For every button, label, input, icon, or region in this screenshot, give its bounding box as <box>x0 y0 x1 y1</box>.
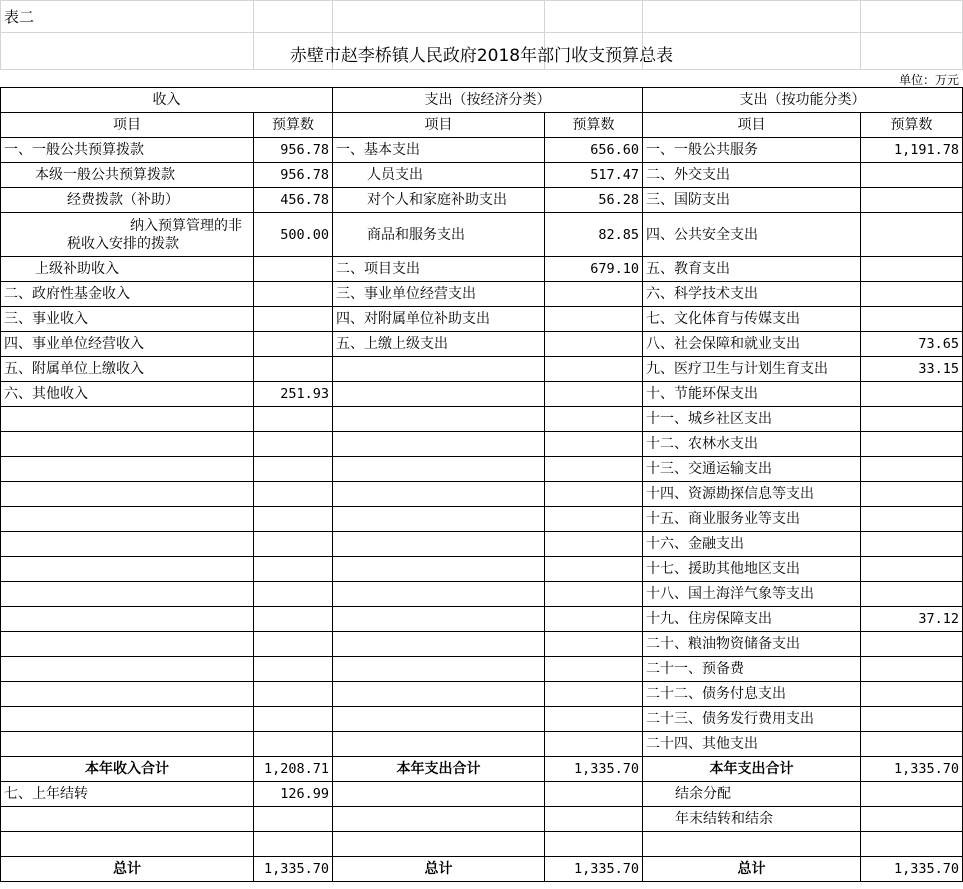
table-row <box>1 682 963 707</box>
econ-amount <box>545 532 643 557</box>
func-item: 十九、住房保障支出 <box>643 607 861 632</box>
econ-item <box>333 682 545 707</box>
econ-item: 商品和服务支出 <box>333 213 545 257</box>
surplus-label: 结余分配 <box>643 782 861 807</box>
income-total-value: 1,208.71 <box>254 757 333 782</box>
func-item: 三、国防支出 <box>643 188 861 213</box>
income-amount <box>254 707 333 732</box>
income-item: 六、其他收入 <box>1 382 254 407</box>
col-item: 项目 <box>1 113 254 138</box>
econ-amount <box>545 407 643 432</box>
col-item: 项目 <box>333 113 545 138</box>
income-item <box>1 582 254 607</box>
income-amount <box>254 432 333 457</box>
table-row <box>1 507 963 532</box>
income-amount <box>254 657 333 682</box>
income-amount <box>254 632 333 657</box>
econ-amount <box>545 282 643 307</box>
econ-amount <box>545 607 643 632</box>
income-amount <box>254 357 333 382</box>
income-item <box>1 407 254 432</box>
func-item: 一、一般公共服务 <box>643 138 861 163</box>
table-row <box>1 657 963 682</box>
econ-item <box>333 657 545 682</box>
table-row <box>1 188 963 213</box>
grand-income-label: 总计 <box>1 857 254 882</box>
func-amount <box>861 432 963 457</box>
func-item: 二十一、预备费 <box>643 657 861 682</box>
unit-label: 单位：万元 <box>898 73 959 87</box>
carry-value: 126.99 <box>254 782 333 807</box>
econ-amount <box>545 382 643 407</box>
income-amount: 456.78 <box>254 188 333 213</box>
func-item: 四、公共安全支出 <box>643 213 861 257</box>
econ-amount <box>545 357 643 382</box>
table-row <box>1 532 963 557</box>
income-item <box>1 482 254 507</box>
table-row <box>1 432 963 457</box>
income-item <box>1 607 254 632</box>
econ-item <box>333 382 545 407</box>
func-amount <box>861 582 963 607</box>
income-amount <box>254 257 333 282</box>
econ-amount: 679.10 <box>545 257 643 282</box>
table-row <box>1 332 963 357</box>
budget-table <box>0 87 963 882</box>
econ-item: 三、事业单位经营支出 <box>333 282 545 307</box>
func-item: 十四、资源勘探信息等支出 <box>643 482 861 507</box>
income-amount <box>254 582 333 607</box>
func-item: 二、外交支出 <box>643 163 861 188</box>
income-item: 四、事业单位经营收入 <box>1 332 254 357</box>
carry-label: 七、上年结转 <box>1 782 254 807</box>
econ-total-label: 本年支出合计 <box>333 757 545 782</box>
table-row <box>1 557 963 582</box>
section-header-row <box>1 88 963 113</box>
func-item: 二十、粮油物资储备支出 <box>643 632 861 657</box>
table-row <box>1 407 963 432</box>
econ-item <box>333 607 545 632</box>
func-total-value: 1,335.70 <box>861 757 963 782</box>
income-amount <box>254 482 333 507</box>
func-amount <box>861 257 963 282</box>
income-amount: 251.93 <box>254 382 333 407</box>
income-amount <box>254 607 333 632</box>
col-item: 项目 <box>643 113 861 138</box>
income-item <box>1 507 254 532</box>
econ-amount <box>545 732 643 757</box>
grand-income-value: 1,335.70 <box>254 857 333 882</box>
func-amount: 37.12 <box>861 607 963 632</box>
table-row <box>1 632 963 657</box>
econ-item <box>333 732 545 757</box>
econ-amount: 56.28 <box>545 188 643 213</box>
func-amount <box>861 163 963 188</box>
func-amount <box>861 407 963 432</box>
income-item: 五、附属单位上缴收入 <box>1 357 254 382</box>
income-amount <box>254 532 333 557</box>
econ-item <box>333 557 545 582</box>
func-item: 二十二、债务付息支出 <box>643 682 861 707</box>
econ-amount <box>545 632 643 657</box>
econ-amount: 82.85 <box>545 213 643 257</box>
col-amount: 预算数 <box>861 113 963 138</box>
econ-amount <box>545 507 643 532</box>
func-item: 十二、农林水支出 <box>643 432 861 457</box>
func-item: 五、教育支出 <box>643 257 861 282</box>
grand-total-row <box>1 857 963 882</box>
income-item: 经费拨款（补助） <box>1 188 254 213</box>
econ-item: 对个人和家庭补助支出 <box>333 188 545 213</box>
table-row <box>1 732 963 757</box>
table-row <box>1 213 963 257</box>
econ-item <box>333 507 545 532</box>
income-amount: 956.78 <box>254 163 333 188</box>
econ-item: 人员支出 <box>333 163 545 188</box>
func-item: 二十三、债务发行费用支出 <box>643 707 861 732</box>
func-amount: 1,191.78 <box>861 138 963 163</box>
econ-item: 五、上缴上级支出 <box>333 332 545 357</box>
econ-amount <box>545 332 643 357</box>
econ-amount <box>545 657 643 682</box>
income-item <box>1 707 254 732</box>
econ-item <box>333 482 545 507</box>
table-number-label: 表二 <box>4 8 35 26</box>
func-item: 十一、城乡社区支出 <box>643 407 861 432</box>
grand-econ-value: 1,335.70 <box>545 857 643 882</box>
grand-econ-label: 总计 <box>333 857 545 882</box>
income-item: 上级补助收入 <box>1 257 254 282</box>
column-header-row <box>1 113 963 138</box>
table-row <box>1 138 963 163</box>
func-item: 十五、商业服务业等支出 <box>643 507 861 532</box>
func-amount <box>861 282 963 307</box>
income-item: 纳入预算管理的非税收入安排的拨款 <box>1 213 254 257</box>
year-end-label: 年末结转和结余 <box>643 807 861 832</box>
col-amount: 预算数 <box>254 113 333 138</box>
func-amount <box>861 732 963 757</box>
func-item: 八、社会保障和就业支出 <box>643 332 861 357</box>
section-expense-functional: 支出（按功能分类） <box>643 88 963 113</box>
econ-item <box>333 632 545 657</box>
income-amount <box>254 307 333 332</box>
subtotal-row <box>1 757 963 782</box>
table-row <box>1 382 963 407</box>
func-item: 六、科学技术支出 <box>643 282 861 307</box>
income-item <box>1 657 254 682</box>
func-item: 十、节能环保支出 <box>643 382 861 407</box>
func-amount <box>861 632 963 657</box>
table-row <box>1 607 963 632</box>
carry-row <box>1 782 963 807</box>
econ-amount <box>545 482 643 507</box>
income-item <box>1 632 254 657</box>
table-row <box>1 582 963 607</box>
page-title: 赤壁市赵李桥镇人民政府2018年部门收支预算总表 <box>289 46 674 66</box>
func-amount <box>861 307 963 332</box>
income-amount <box>254 332 333 357</box>
func-item: 七、文化体育与传媒支出 <box>643 307 861 332</box>
econ-item <box>333 582 545 607</box>
year-end-row <box>1 807 963 832</box>
func-amount <box>861 707 963 732</box>
income-item: 三、事业收入 <box>1 307 254 332</box>
econ-amount <box>545 432 643 457</box>
income-amount: 500.00 <box>254 213 333 257</box>
table-row <box>1 163 963 188</box>
econ-total-value: 1,335.70 <box>545 757 643 782</box>
func-amount <box>861 188 963 213</box>
grand-func-value: 1,335.70 <box>861 857 963 882</box>
func-item: 十八、国土海洋气象等支出 <box>643 582 861 607</box>
func-amount <box>861 213 963 257</box>
econ-amount <box>545 457 643 482</box>
econ-item <box>333 532 545 557</box>
econ-item: 一、基本支出 <box>333 138 545 163</box>
income-item: 本级一般公共预算拨款 <box>1 163 254 188</box>
econ-amount <box>545 682 643 707</box>
income-item: 一、一般公共预算拨款 <box>1 138 254 163</box>
income-amount <box>254 282 333 307</box>
table-row <box>1 457 963 482</box>
income-amount: 956.78 <box>254 138 333 163</box>
econ-amount <box>545 307 643 332</box>
func-amount <box>861 507 963 532</box>
func-amount: 73.65 <box>861 332 963 357</box>
func-item: 十七、援助其他地区支出 <box>643 557 861 582</box>
econ-item <box>333 457 545 482</box>
income-amount <box>254 507 333 532</box>
econ-item <box>333 707 545 732</box>
func-total-label: 本年支出合计 <box>643 757 861 782</box>
econ-item <box>333 357 545 382</box>
table-row <box>1 707 963 732</box>
section-expense-economic: 支出（按经济分类） <box>333 88 643 113</box>
section-income: 收入 <box>1 88 333 113</box>
func-item: 九、医疗卫生与计划生育支出 <box>643 357 861 382</box>
income-item <box>1 532 254 557</box>
econ-item <box>333 432 545 457</box>
income-item: 二、政府性基金收入 <box>1 282 254 307</box>
econ-item <box>333 407 545 432</box>
func-item: 十三、交通运输支出 <box>643 457 861 482</box>
income-item <box>1 457 254 482</box>
income-amount <box>254 732 333 757</box>
income-amount <box>254 407 333 432</box>
func-amount: 33.15 <box>861 357 963 382</box>
blank-row <box>1 832 963 857</box>
econ-item: 四、对附属单位补助支出 <box>333 307 545 332</box>
func-item: 十六、金融支出 <box>643 532 861 557</box>
econ-item: 二、项目支出 <box>333 257 545 282</box>
econ-amount: 656.60 <box>545 138 643 163</box>
table-row <box>1 307 963 332</box>
table-row <box>1 357 963 382</box>
income-item <box>1 557 254 582</box>
econ-amount <box>545 582 643 607</box>
func-amount <box>861 532 963 557</box>
table-row <box>1 282 963 307</box>
income-item <box>1 432 254 457</box>
income-amount <box>254 457 333 482</box>
econ-amount <box>545 557 643 582</box>
income-total-label: 本年收入合计 <box>1 757 254 782</box>
income-item <box>1 732 254 757</box>
func-amount <box>861 482 963 507</box>
func-amount <box>861 682 963 707</box>
table-row <box>1 482 963 507</box>
table-row <box>1 257 963 282</box>
econ-amount <box>545 707 643 732</box>
func-item: 二十四、其他支出 <box>643 732 861 757</box>
income-amount <box>254 557 333 582</box>
func-amount <box>861 557 963 582</box>
econ-amount: 517.47 <box>545 163 643 188</box>
income-item <box>1 682 254 707</box>
col-amount: 预算数 <box>545 113 643 138</box>
func-amount <box>861 457 963 482</box>
func-amount <box>861 657 963 682</box>
func-amount <box>861 382 963 407</box>
income-amount <box>254 682 333 707</box>
grand-func-label: 总计 <box>643 857 861 882</box>
